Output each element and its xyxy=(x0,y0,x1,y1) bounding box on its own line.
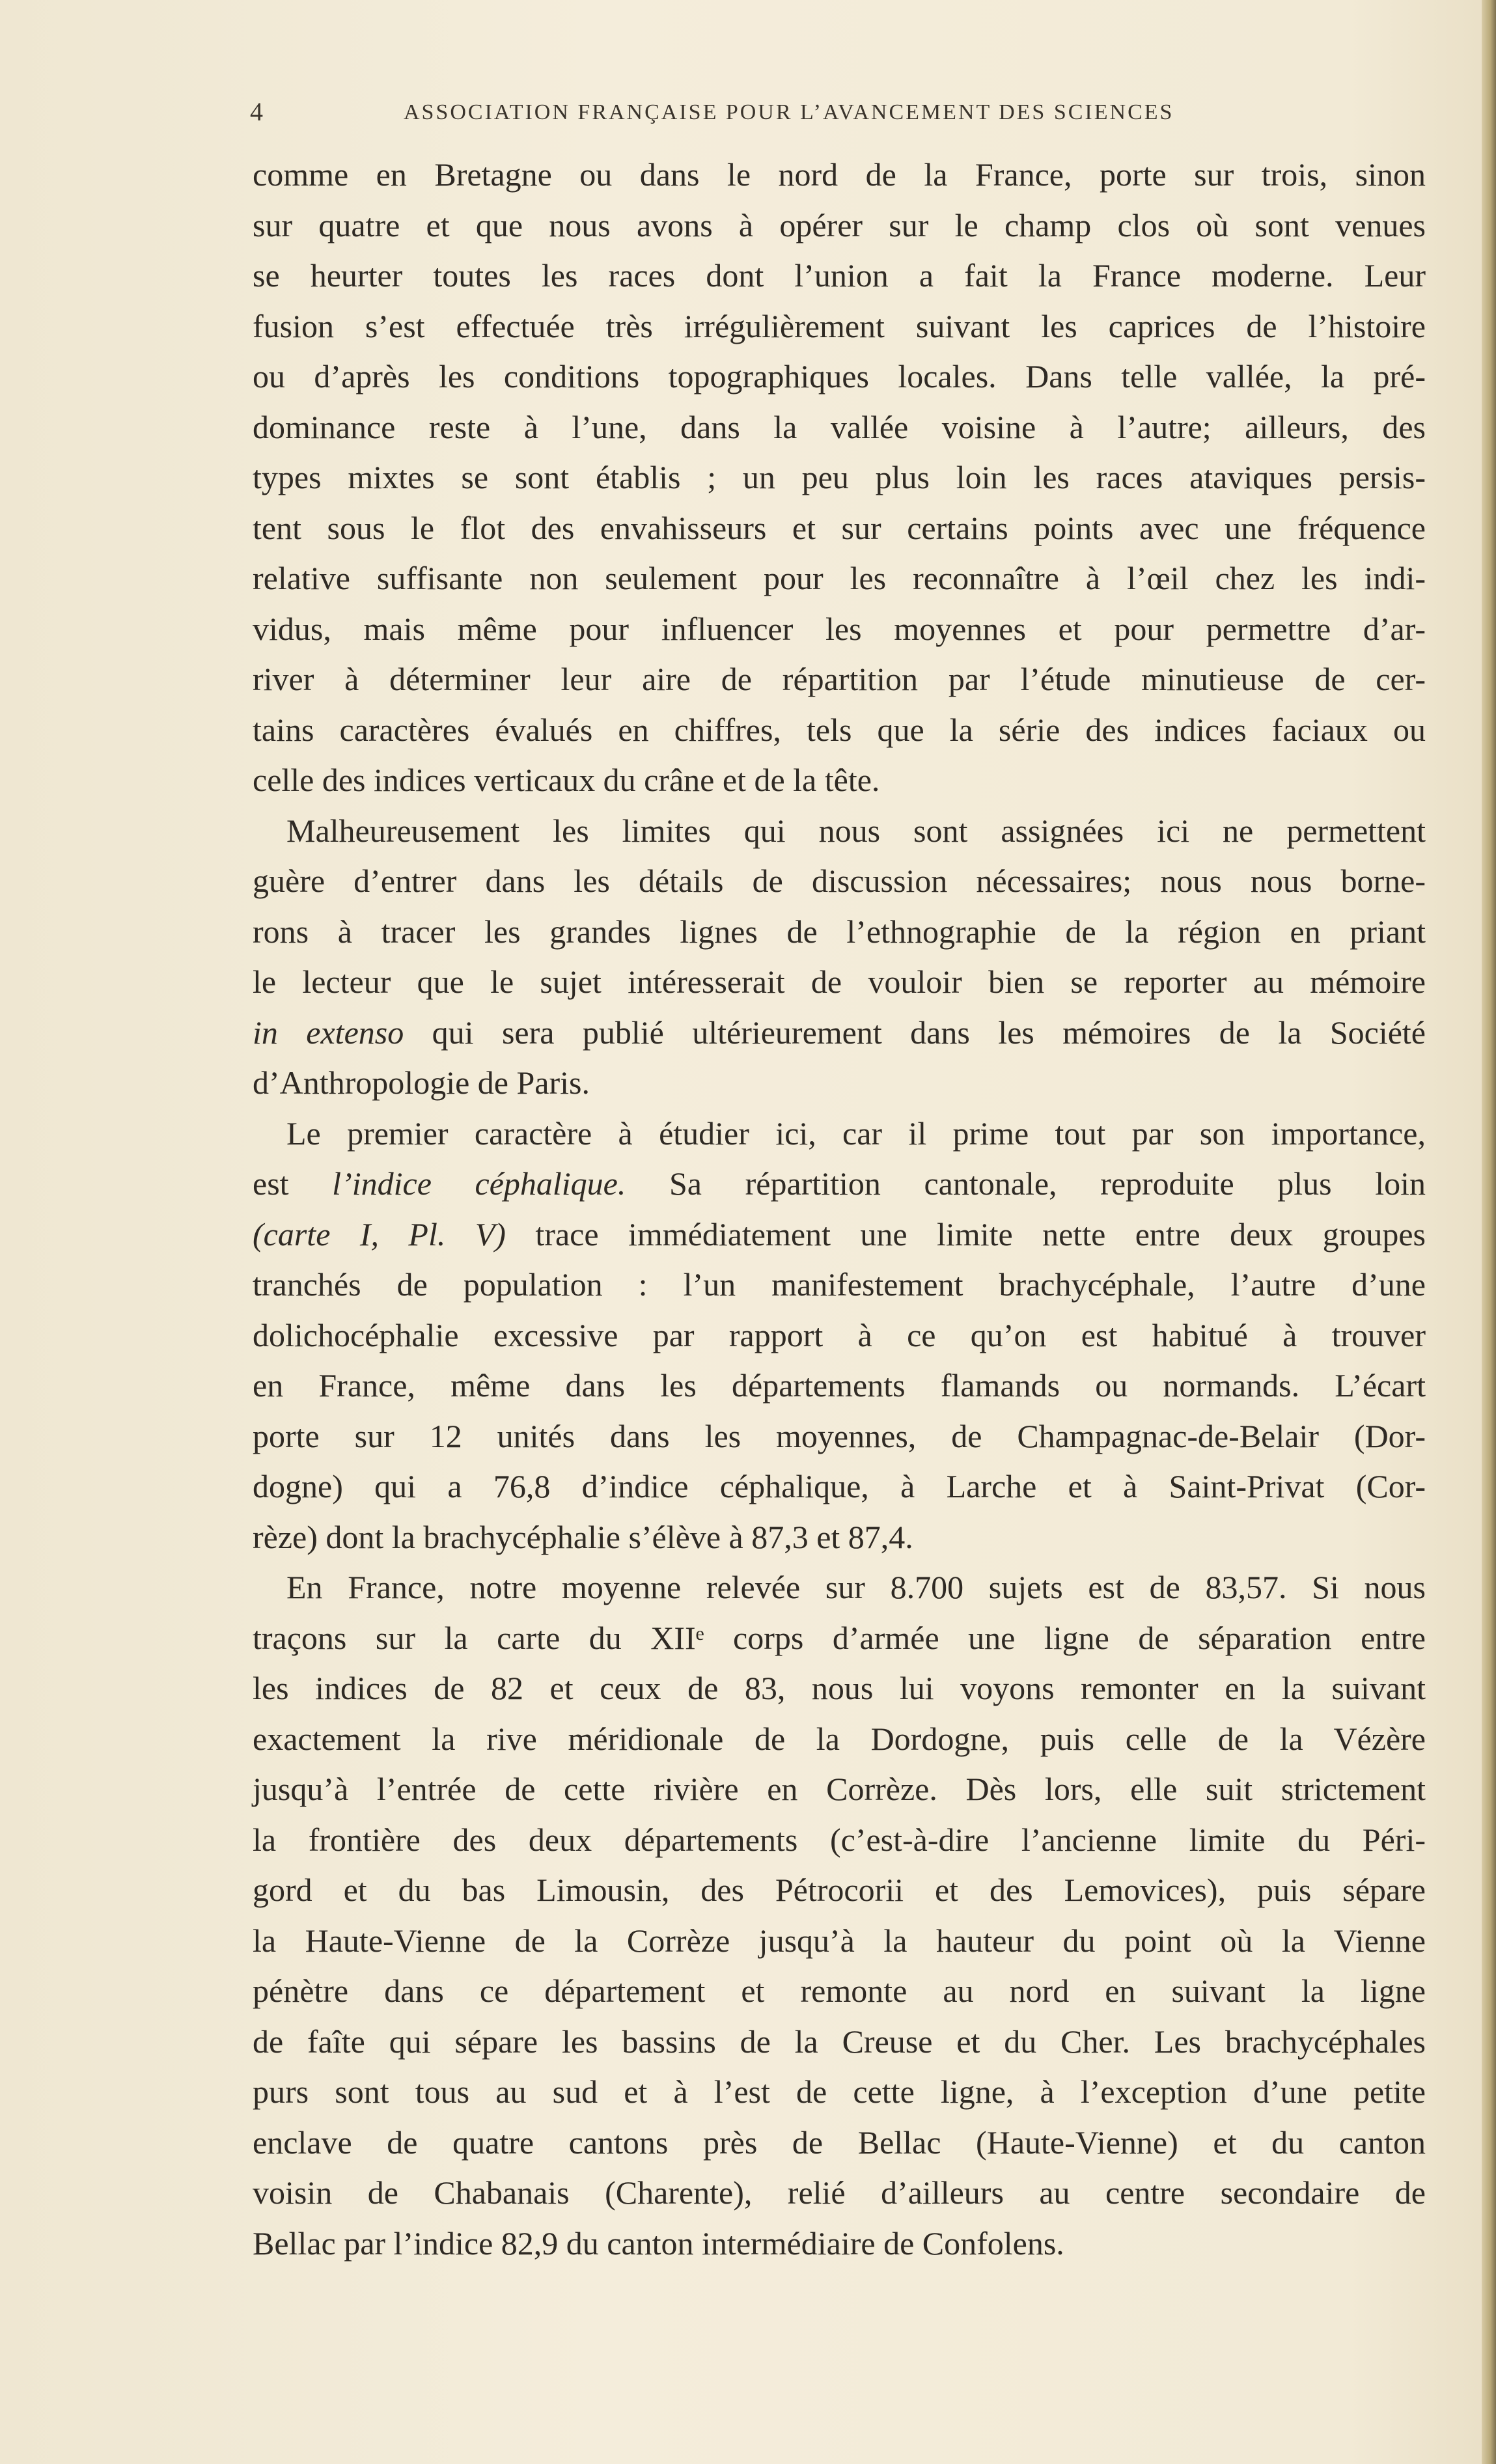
text-line xyxy=(253,1008,1426,1059)
text-line: comme en Bretagne ou dans le nord de la France, porte sur trois, sinon xyxy=(253,156,1426,193)
text-span: qui sera publié ultérieurement dans les mémoires de la Société xyxy=(404,1014,1426,1051)
text-line: purs sont tous au sud et à l’est de cette ligne, à l’exception d’une petite xyxy=(253,2073,1426,2110)
text-span: Sa répartition cantonale, reproduite plus loin xyxy=(626,1165,1426,1202)
text-line: les indices de 82 et ceux de 83, nous lui voyons remonter en la suivant xyxy=(253,1670,1426,1706)
text-line xyxy=(253,1159,1426,1210)
text-span: est xyxy=(253,1165,333,1202)
text-line: d’Anthropologie de Paris. xyxy=(253,1064,590,1101)
text-line: pénètre dans ce département et remonte au nord en suivant la ligne xyxy=(253,1973,1426,2009)
text-line: types mixtes se sont établis ; un peu plus loin les races ataviques persis- xyxy=(253,459,1426,495)
text-line: voisin de Chabanais (Charente), relié d’ailleurs au centre secondaire de xyxy=(253,2174,1426,2211)
text-line: rèze) dont la brachycéphalie s’élève à 87,3 et 87,4. xyxy=(253,1518,913,1555)
text-line: la frontière des deux départements (c’est-à-dire l’ancienne limite du Péri- xyxy=(253,1821,1426,1858)
text-line: tent sous le flot des envahisseurs et sur certains points avec une fréquence xyxy=(253,509,1426,546)
body-text xyxy=(253,150,1426,2269)
page-edge xyxy=(1482,0,1496,2464)
page-header xyxy=(250,96,1311,142)
text-line: relative suffisante non seulement pour les reconnaître à l’œil chez les indi- xyxy=(253,560,1426,596)
text-line xyxy=(253,1210,1426,1260)
text-line: Le premier caractère à étudier ici, car il prime tout par son importance, xyxy=(286,1114,1426,1152)
text-line: traçons sur la carte du XIIᵉ corps d’armée une ligne de séparation entre xyxy=(253,1619,1426,1656)
text-line: la Haute-Vienne de la Corrèze jusqu’à la hauteur du point où la Vienne xyxy=(253,1922,1426,1959)
text-line: guère d’entrer dans les détails de discussion nécessaires; nous nous borne- xyxy=(253,863,1426,899)
running-title: ASSOCIATION FRANÇAISE POUR L’AVANCEMENT DES SCIENCES xyxy=(404,100,1174,124)
text-line: celle des indices verticaux du crâne et de la tête. xyxy=(253,762,880,798)
text-line: vidus, mais même pour influencer les moyennes et pour permettre d’ar- xyxy=(253,610,1426,647)
text-line: gord et du bas Limousin, des Pétrocorii et des Lemovices), puis sépare xyxy=(253,1872,1426,1908)
text-line: dolichocéphalie excessive par rapport à ce qu’on est habitué à trouver xyxy=(253,1316,1426,1353)
text-line: de faîte qui sépare les bassins de la Creuse et du Cher. Les brachycéphales xyxy=(253,2023,1426,2060)
text-line: fusion s’est effectuée très irrégulièrement suivant les caprices de l’histoire xyxy=(253,307,1426,344)
text-line: dogne) qui a 76,8 d’indice céphalique, à Larche et à Saint-Privat (Cor- xyxy=(253,1468,1426,1504)
text-line: enclave de quatre cantons près de Bellac (Haute-Vienne) et du canton xyxy=(253,2124,1426,2161)
text-line: dominance reste à l’une, dans la vallée voisine à l’autre; ailleurs, des xyxy=(253,408,1426,445)
text-line: river à déterminer leur aire de répartition par l’étude minutieuse de cer- xyxy=(253,661,1426,697)
text-line: ou d’après les conditions topographiques locales. Dans telle vallée, la pré- xyxy=(253,358,1426,395)
italic-text: (carte I, Pl. V) xyxy=(253,1215,506,1253)
text-line: jusqu’à l’entrée de cette rivière en Corrèze. Dès lors, elle suit strictement xyxy=(253,1771,1426,1807)
text-line: le lecteur que le sujet intéresserait de vouloir bien se reporter au mémoire xyxy=(253,963,1426,1000)
text-line: tranchés de population : l’un manifestement brachycéphale, l’autre d’une xyxy=(253,1266,1426,1303)
page-number: 4 xyxy=(250,97,265,126)
text-line: Malheureusement les limites qui nous sont assignées ici ne permettent xyxy=(286,812,1426,849)
text-span: trace immédiatement une limite nette entre deux groupes xyxy=(505,1215,1426,1253)
text-line: se heurter toutes les races dont l’union a fait la France moderne. Leur xyxy=(253,257,1426,294)
text-line: tains caractères évalués en chiffres, tels que la série des indices faciaux ou xyxy=(253,711,1426,748)
italic-text: in extenso xyxy=(253,1014,404,1051)
text-line: Bellac par l’indice 82,9 du canton intermédiaire de Confolens. xyxy=(253,2224,1064,2262)
text-line: sur quatre et que nous avons à opérer sur le champ clos où sont venues xyxy=(253,206,1426,243)
text-line: exactement la rive méridionale de la Dordogne, puis celle de la Vézère xyxy=(253,1720,1426,1757)
text-line: rons à tracer les grandes lignes de l’ethnographie de la région en priant xyxy=(253,913,1426,950)
text-line: porte sur 12 unités dans les moyennes, de Champagnac-de-Belair (Dor- xyxy=(253,1417,1426,1454)
text-line: en France, même dans les départements flamands ou normands. L’écart xyxy=(253,1367,1426,1404)
text-line: En France, notre moyenne relevée sur 8.700 sujets est de 83,57. Si nous xyxy=(286,1569,1426,1605)
italic-text: l’indice céphalique. xyxy=(332,1165,626,1202)
